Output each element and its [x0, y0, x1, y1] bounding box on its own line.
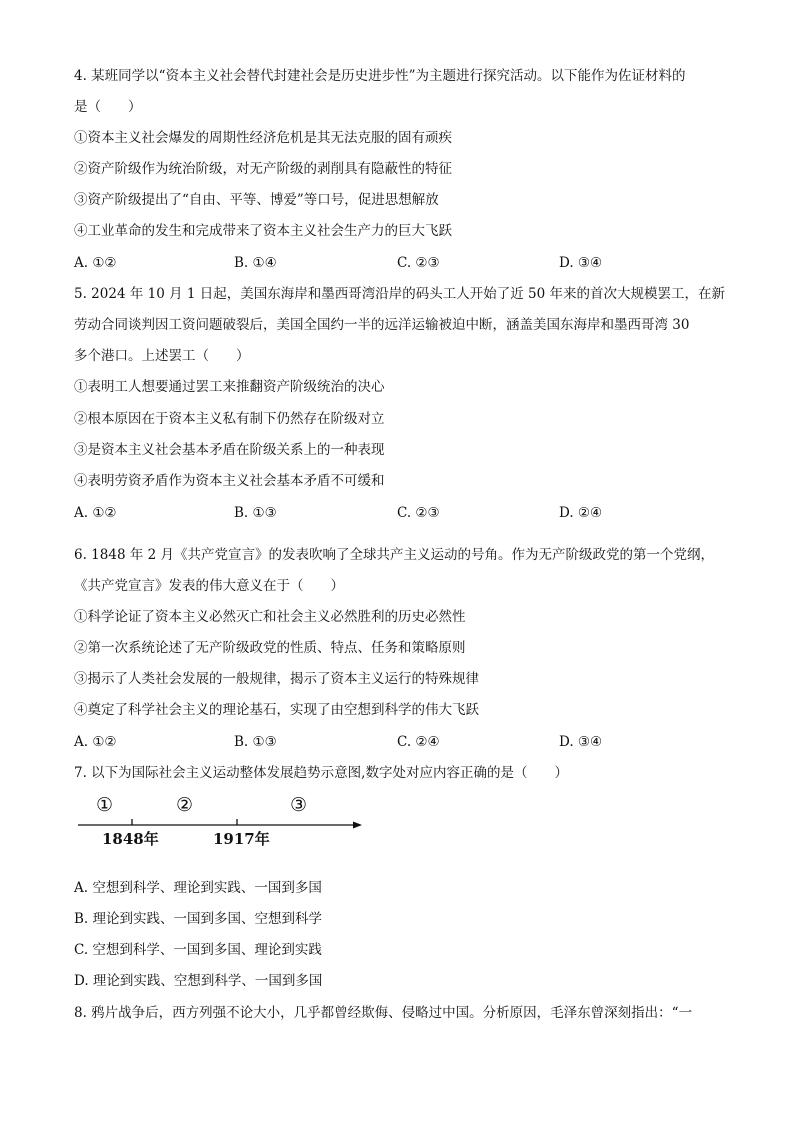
q6-stem-line1: 6. 1848 年 2 月《共产党宣言》的发表吹响了全球共产主义运动的号角。作为无产阶级政党的第一个党纲，	[74, 547, 714, 563]
q6-option-a[interactable]: A. ①②	[74, 734, 117, 750]
q4-option-a[interactable]: A. ①②	[74, 255, 117, 271]
q6-options	[74, 732, 734, 752]
timeline-arrow-icon	[353, 822, 362, 829]
q6-stem-line2: 《共产党宣言》发表的伟大意义在于（ ）	[74, 578, 344, 594]
q5-stem-line3: 多个港口。上述罢工（ ）	[74, 348, 250, 364]
q5-stem-line2: 劳动合同谈判因工资问题破裂后，美国全国约一半的远洋运输被迫中断，涵盖美国东海岸和墨西哥湾 30	[74, 317, 690, 333]
timeline-mark-3: ③	[290, 794, 308, 816]
q6-item-1: ①科学论证了资本主义必然灭亡和社会主义必然胜利的历史必然性	[74, 609, 466, 625]
q7-stem: 7. 以下为国际社会主义运动整体发展趋势示意图,数字处对应内容正确的是（ ）	[74, 765, 568, 781]
q7-option-b[interactable]: B. 理论到实践、一国到多国、空想到科学	[74, 911, 323, 927]
q5-item-3: ③是资本主义社会基本矛盾在阶级关系上的一种表现	[74, 442, 385, 458]
q5-option-b[interactable]: B. ①③	[234, 505, 277, 521]
q4-option-c[interactable]: C. ②③	[397, 255, 440, 271]
q7-option-d[interactable]: D. 理论到实践、空想到科学、一国到多国	[74, 973, 323, 989]
q4-option-d[interactable]: D. ③④	[559, 255, 603, 271]
q7-option-a[interactable]: A. 空想到科学、理论到实践、一国到多国	[74, 880, 322, 896]
timeline-mark-2: ②	[176, 794, 194, 816]
q4-options	[74, 253, 734, 273]
q6-item-2: ②第一次系统论述了无产阶级政党的性质、特点、任务和策略原则	[74, 640, 466, 656]
q4-item-1: ①资本主义社会爆发的周期性经济危机是其无法克服的固有顽疾	[74, 130, 452, 146]
q4-item-2: ②资产阶级作为统治阶级，对无产阶级的剥削具有隐蔽性的特征	[74, 161, 452, 177]
q4-item-4: ④工业革命的发生和完成带来了资本主义社会生产力的巨大飞跃	[74, 223, 452, 239]
q5-item-4: ④表明劳资矛盾作为资本主义社会基本矛盾不可缓和	[74, 473, 385, 489]
q5-option-c[interactable]: C. ②③	[397, 505, 440, 521]
q7-timeline-diagram	[74, 793, 374, 853]
q5-options	[74, 503, 734, 523]
q4-stem-line1: 4. 某班同学以“资本主义社会替代封建社会是历史进步性”为主题进行探究活动。以下能作为佐证材料的	[74, 68, 686, 84]
q8-stem-line1: 8. 鸦片战争后，西方列强不论大小，几乎都曾经欺侮、侵略过中国。分析原因，毛泽东曾深刻指出：“一	[74, 1005, 693, 1021]
q6-item-3: ③揭示了人类社会发展的一般规律，揭示了资本主义运行的特殊规律	[74, 671, 479, 687]
timeline-year-1848: 1848年	[102, 830, 159, 848]
q4-stem-line2: 是（ ）	[74, 99, 142, 115]
q6-item-4: ④奠定了科学社会主义的理论基石，实现了由空想到科学的伟大飞跃	[74, 702, 479, 718]
q5-option-d[interactable]: D. ②④	[559, 505, 603, 521]
q7-option-c[interactable]: C. 空想到科学、一国到多国、理论到实践	[74, 942, 322, 958]
q6-option-b[interactable]: B. ①③	[234, 734, 277, 750]
q5-item-2: ②根本原因在于资本主义私有制下仍然存在阶级对立	[74, 411, 385, 427]
q4-option-b[interactable]: B. ①④	[234, 255, 277, 271]
timeline-mark-1: ①	[96, 794, 114, 816]
q4-item-3: ③资产阶级提出了“自由、平等、博爱”等口号，促进思想解放	[74, 192, 439, 208]
q5-item-1: ①表明工人想要通过罢工来推翻资产阶级统治的决心	[74, 379, 385, 395]
q6-option-c[interactable]: C. ②④	[397, 734, 440, 750]
q5-stem-line1: 5. 2024 年 10 月 1 日起，美国东海岸和墨西哥湾沿岸的码头工人开始了近 50 年来的首次大规模罢工，在新	[74, 286, 726, 302]
q5-option-a[interactable]: A. ①②	[74, 505, 117, 521]
timeline-year-1917: 1917年	[213, 830, 270, 848]
q6-option-d[interactable]: D. ③④	[559, 734, 603, 750]
